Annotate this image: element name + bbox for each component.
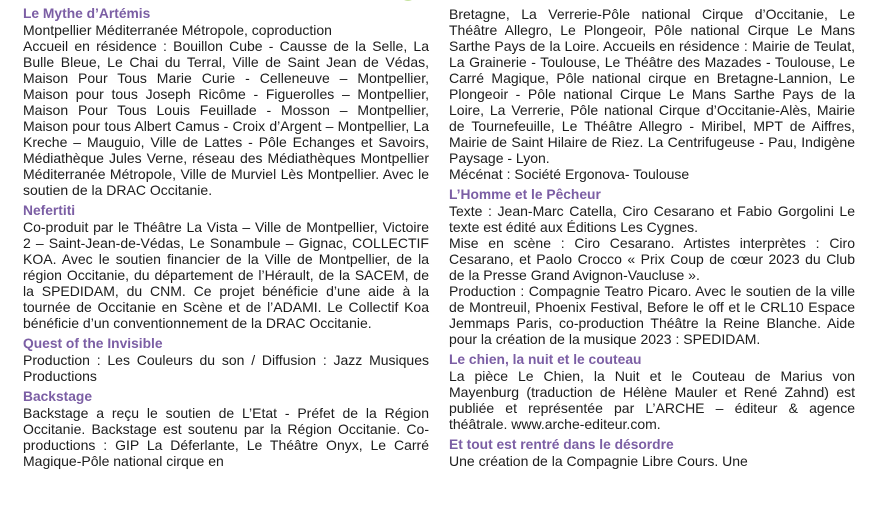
section-heading: L’Homme et le Pêcheur — [449, 187, 601, 202]
section-heading: Backstage — [23, 389, 93, 404]
section-paragraph: Co-produit par le Théâtre La Vista – Ville de Montpellier, Victoire 2 – Saint-Jean-de-Védas, Le Sonambule – Gignac, COLLECTIF KOA. Avec le soutien financier de la Ville de Montpellier, de la région Occitanie, du département de l’Hérault, de la SACEM, de la SPEDIDAM, du CNM. Ce projet bénéficie d’une aide à la tournée de Occitanie en Scène et de l’ADAMI. Le Collectif Koa bénéficie d’un conventionnement de la DRAC Occitanie. — [23, 219, 429, 331]
section-heading: Le chien, la nuit et le couteau — [449, 352, 642, 367]
section-quest-of-the-invisible — [23, 336, 429, 384]
section-heading: Quest of the Invisible — [23, 336, 163, 351]
section-heading: Le Mythe d’Artémis — [23, 6, 151, 21]
section-paragraph: Mécénat : Société Ergonova- Toulouse — [449, 166, 690, 182]
section-paragraph: Texte : Jean-Marc Catella, Ciro Cesarano et Fabio Gorgolini Le texte est édité aux Éditions Les Cygnes. — [449, 203, 855, 235]
section-paragraph: Une création de la Compagnie Libre Cours. Une — [449, 453, 748, 469]
section-nefertiti — [23, 203, 429, 331]
section-backstage — [23, 389, 429, 469]
section-paragraph: Bretagne, La Verrerie-Pôle national Cirque d’Occitanie, Le Théâtre Allegro, Le Plongeoir, Pôle national Cirque Le Mans Sarthe Pays de la Loire. Accueils en résidence : Mairie de Teulat, La Grainerie - Toulouse, Le Théâtre des Mazades - Toulouse, Le Carré Magique, Pôle national cirque en Bretagne-Lannion, Le Plongeoir - Pôle national Cirque Le Mans Sarthe Pays de la Loire, La Verrerie, Pôle national Cirque d’Occitanie-Alès, Mairie de Tournefeuille, Le Théâtre Allegro - Miribel, MPT de Aiffres, Mairie de Saint Hilaire de Riez. La Centrifugeuse - Pau, Indigène Paysage - Lyon. — [449, 6, 855, 166]
section-le-mythe-d-artemis — [23, 6, 429, 198]
section-paragraph: Backstage a reçu le soutien de L’Etat - Préfet de la Région Occitanie. Backstage est soutenu par la Région Occitanie. Co-productions : GIP La Déferlante, Le Théâtre Onyx, Le Carré Magique-Pôle national cirque en — [23, 405, 429, 469]
left-column — [23, 6, 429, 469]
section-paragraph: Production : Les Couleurs du son / Diffusion : Jazz Musiques Productions — [23, 352, 429, 384]
section-continued — [449, 6, 855, 182]
section-l-homme-et-le-pecheur — [449, 187, 855, 347]
section-paragraph: La pièce Le Chien, la Nuit et le Couteau de Marius von Mayenburg (traduction de Hélène Mauler et René Zahnd) est publiée et représentée par L’ARCHE – éditeur & agence théâtrale. www.arche-editeur.com. — [449, 368, 855, 432]
section-paragraph: Montpellier Méditerranée Métropole, coproduction — [23, 22, 332, 38]
section-paragraph: Production : Compagnie Teatro Picaro. Avec le soutien de la ville de Montreuil, Phoenix Festival, Before le off et le CRL10 Espace Jemmaps Paris, co-production Théâtre la Reine Blanche. Aide pour la création de la musique 2023 : SPEDIDAM. — [449, 283, 855, 347]
section-heading: Et tout est rentré dans le désordre — [449, 437, 674, 452]
section-heading: Nefertiti — [23, 203, 76, 218]
section-et-tout-est-rentre-dans-le-desordre — [449, 437, 855, 469]
section-paragraph: Mise en scène : Ciro Cesarano. Artistes interprètes : Ciro Cesarano, et Paolo Crocco « Prix Coup de cœur 2023 du Club de la Presse Grand Avignon-Vaucluse ». — [449, 235, 855, 283]
right-column — [449, 6, 855, 469]
section-paragraph: Accueil en résidence : Bouillon Cube - Causse de la Selle, La Bulle Bleue, Le Chai du Terral, Ville de Saint Jean de Védas, Maison Pour Tous Marie Curie - Celleneuve – Montpellier, Maison pour tous Joseph Ricôme - Figuerolles – Montpellier, Maison Pour Tous Louis Feuillade - Mosson – Montpellier, Maison pour tous Albert Camus - Croix d’Argent – Montpellier, La Kreche – Mauguio, Ville de Lattes - Pôle Echanges et Savoirs, Médiathèque Jules Verne, réseau des Médiathèques Montpellier Méditerranée Métropole, Ville de Murviel Lès Montpellier. Avec le soutien de la DRAC Occitanie. — [23, 38, 429, 198]
section-le-chien-la-nuit-et-le-couteau — [449, 352, 855, 432]
